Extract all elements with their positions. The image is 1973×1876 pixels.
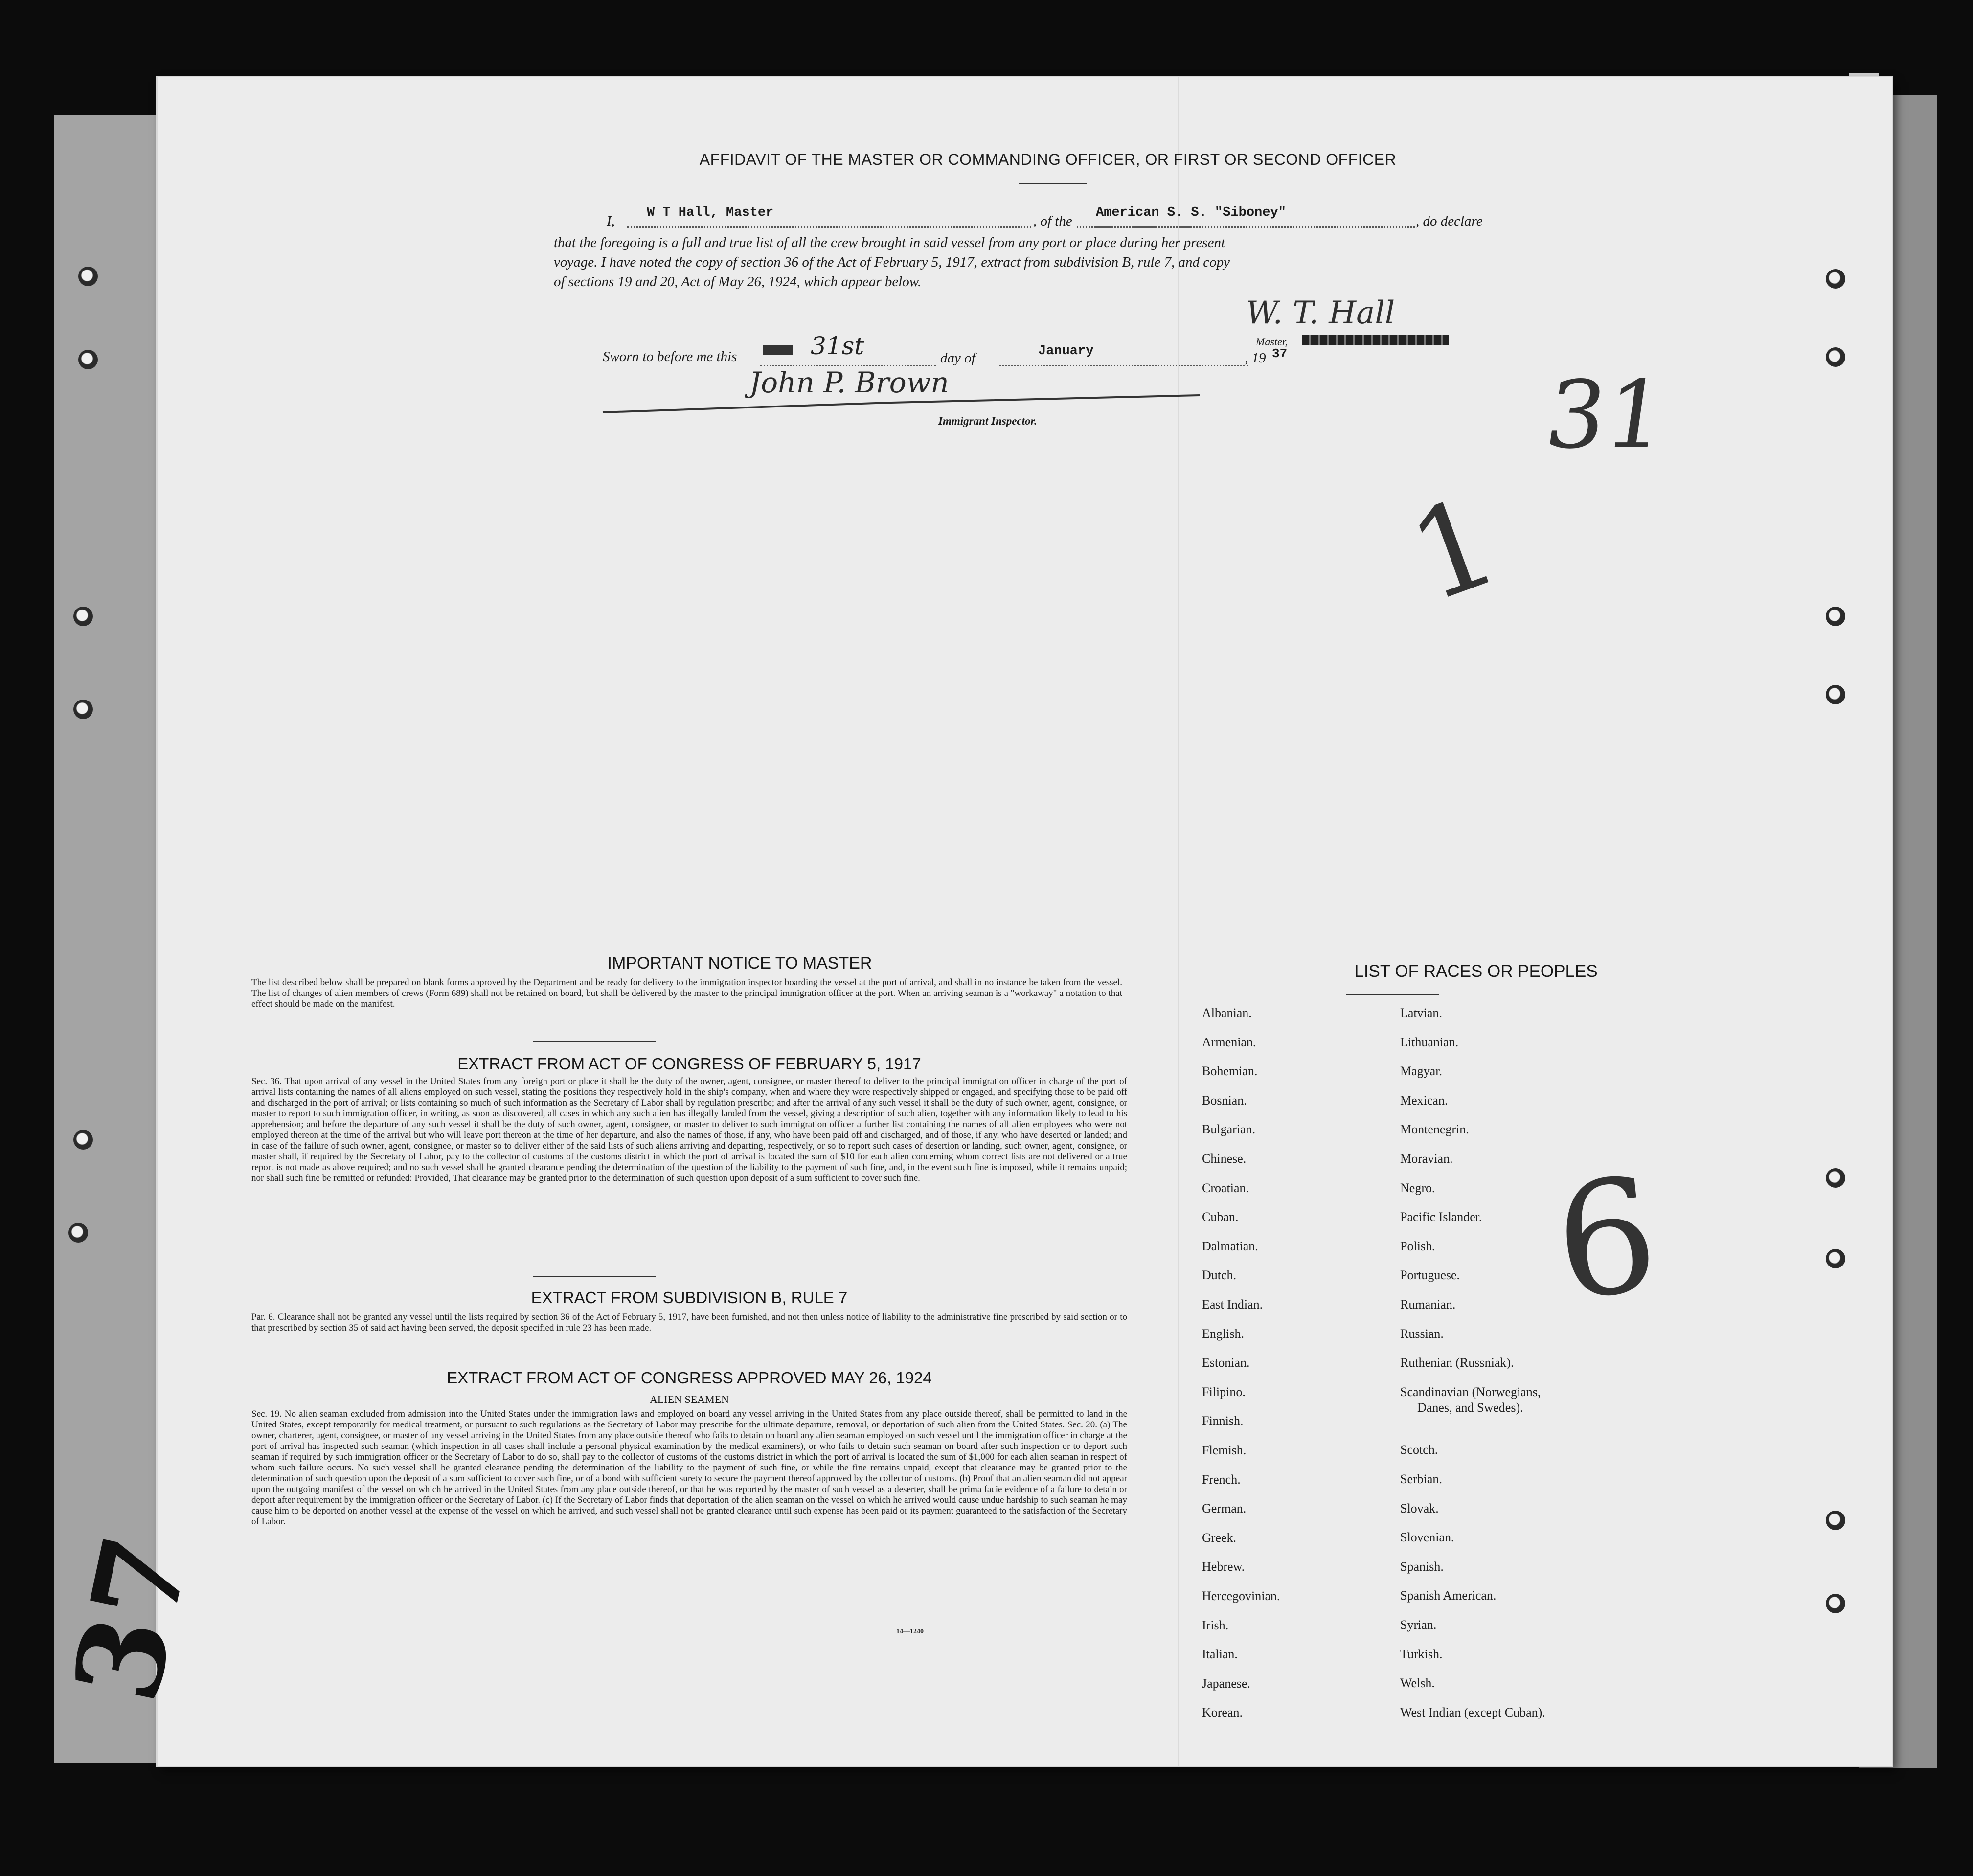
- race-item: Polish.: [1400, 1239, 1435, 1253]
- race-item: Croatian.: [1202, 1180, 1249, 1195]
- race-item: Hercegovinian.: [1202, 1589, 1280, 1603]
- vessel-name-field: American S. S. "Siboney": [1096, 205, 1286, 220]
- race-item: German.: [1202, 1501, 1247, 1516]
- affidavit-line-3: voyage. I have noted the copy of section 36 of the Act of February 5, 1917, extract from subdivision B, rule 7, and copy: [554, 254, 1230, 270]
- affidavit-i: I,: [607, 213, 615, 229]
- race-item: French.: [1202, 1472, 1241, 1487]
- master-signature: W. T. Hall: [1246, 295, 1395, 331]
- race-item: Magyar.: [1400, 1064, 1442, 1079]
- binder-hole: [78, 267, 98, 286]
- affidavit-of-the: , of the: [1033, 213, 1075, 229]
- inspector-signature: John P. Brown: [749, 366, 949, 399]
- race-item: Scandinavian (Norwegians,: [1400, 1384, 1541, 1399]
- rule-7-title: EXTRACT FROM SUBDIVISION B, RULE 7: [531, 1288, 848, 1307]
- race-item: Albanian.: [1202, 1006, 1252, 1020]
- race-item: Spanish.: [1400, 1559, 1444, 1574]
- race-item: Russian.: [1400, 1326, 1444, 1341]
- race-item: English.: [1202, 1326, 1244, 1341]
- binder-hole: [1826, 269, 1845, 289]
- back-sheet-left: [54, 115, 171, 1763]
- race-item: Welsh.: [1400, 1676, 1435, 1691]
- extract-1917-rule: [533, 1276, 656, 1277]
- master-label: Master,: [1256, 336, 1288, 348]
- page-fold: [1178, 77, 1179, 1766]
- affidavit-do-declare: , do declare: [1416, 213, 1483, 229]
- race-item: Spanish American.: [1400, 1588, 1497, 1603]
- race-item: Hebrew.: [1202, 1560, 1245, 1574]
- race-item: Bosnian.: [1202, 1093, 1247, 1108]
- race-item: Mexican.: [1400, 1093, 1448, 1108]
- sworn-day-value: 31st: [811, 332, 864, 360]
- race-item: Negro.: [1400, 1180, 1435, 1195]
- race-item: Bohemian.: [1202, 1064, 1258, 1079]
- race-item: Scotch.: [1400, 1443, 1438, 1457]
- race-item: Dalmatian.: [1202, 1239, 1258, 1253]
- race-item: Flemish.: [1202, 1443, 1247, 1457]
- inspector-label: Immigrant Inspector.: [938, 415, 1037, 427]
- notice-title: IMPORTANT NOTICE TO MASTER: [607, 954, 872, 972]
- form-number: 14—1240: [896, 1628, 924, 1635]
- race-item: Armenian.: [1202, 1035, 1256, 1049]
- manifest-page: [47, 77, 1892, 1766]
- notice-text: The list described below shall be prepared on blank forms approved by the Department and be ready for delivery to the immigration inspector boarding the vessel at the port of arrival, and shall in no instance be taken from the vessel. The list of changes of alien members of crews (Form 689) shall not be retained on board, but shall be delivered by the master to the principal immigration officer at the port. When an arriving seaman is a "workaway" a notation to that effect should be made on the manifest.: [251, 977, 1122, 1009]
- race-item: West Indian (except Cuban).: [1400, 1705, 1545, 1719]
- month-field: January: [1038, 344, 1094, 359]
- race-item: Lithuanian.: [1400, 1035, 1459, 1049]
- race-item: Japanese.: [1202, 1676, 1250, 1691]
- binder-hole: [1826, 1249, 1845, 1268]
- binder-hole: [73, 700, 93, 719]
- annotation-6: 6: [1547, 1144, 1666, 1335]
- extract-1917-text: Sec. 36. That upon arrival of any vessel in the United States from any foreign port or place it shall be the duty of the owner, agent, consignee, or master thereof to deliver to the principal immigration officer in charge of the port of arrival lists containing the names of all aliens employed on such vessel, stating the positions they respectively hold in the ship's company, when and where they were respectively shipped or engaged, and specifying those to be paid off and discharged in the port of arrival; or lists containing so much of such information as the Secretary of Labor shall by regulation prescribe; and after the arrival of any such vessel it shall be the duty of such owner, agent, consignee, or master to report to such immigration officer, in writing, as soon as discovered, all cases in which any such alien has illegally landed from the vessel, giving a description of such alien, together with any information likely to lead to his apprehension; and before the departure of any such vessel it shall be the duty of such owner, agent, consignee, or master to deliver to such immigration officer a further list containing the names of all alien employees who were not employed thereon at the time of the arrival but who will leave port thereon at the time of her departure, and also the names of those, if any, who have been paid off and discharged, and of those, if any, who have deserted or landed; and in case of the failure of such owner, agent, consignee, or master so to deliver either of the said lists of such aliens arriving and departing, respectively, or so to report such cases of desertion or landing, such owner, agent, consignee, or master shall, if required by the Secretary of Labor, pay to the collector of customs of the customs district in which the port of arrival is located the sum of $10 for each alien concerning whom correct lists are not delivered or a true report is not made as above required; and no such vessel shall be granted clearance pending the determination of the question of the liability to the payment of such fine, and, in the event such fine is imposed, while it remains unpaid; nor shall such fine be remitted or refunded: Provided, That clearance may be granted prior to the determination of such question upon deposit of a sum sufficient to cover such fine.: [251, 1076, 1127, 1183]
- binder-hole: [1826, 347, 1845, 367]
- extract-1924-title: EXTRACT FROM ACT OF CONGRESS APPROVED MAY 26, 1924: [447, 1369, 932, 1387]
- races-title: LIST OF RACES OR PEOPLES: [1354, 962, 1598, 981]
- race-item: Latvian.: [1400, 1006, 1442, 1020]
- affidavit-line-2: that the foregoing is a full and true list of all the crew brought in said vessel from any port or place during her present: [554, 235, 1225, 250]
- race-item: Danes, and Swedes).: [1417, 1400, 1523, 1415]
- extract-1924-text: Sec. 19. No alien seaman excluded from admission into the United States under the immigration laws and employed on board any vessel arriving in the United States from any place outside thereof, shall be permitted to land in the United States, except temporarily for medical treatment, or pursuant to such regulations as the Secretary of Labor may prescribe for the ultimate departure, removal, or deportation of such alien from the United States. Sec. 20. (a) The owner, charterer, agent, consignee, or master of any vessel arriving in the United States from any place outside thereof who fails to detain on board any alien seaman employed on such vessel until the immigration officer in charge at the port of arrival has inspected such seaman (which inspection in all cases shall include a personal physical examination by the medical examiners), or who fails to detain such seaman on board after such inspection or to deport such seaman if required by such immigration officer or the Secretary of Labor to do so, shall pay to the collector of customs of the customs district in which the port of arrival is located the sum of $1,000 for each alien seaman in respect of whom such failure occurs. No such vessel shall be granted clearance pending the determination of the liability to the payment of such fine, or while the fine remains unpaid, except that clearance may be granted prior to the determination of such question upon the deposit of a sum sufficient to cover such fine, or of a bond with sufficient surety to secure the payment thereof approved by the collector of customs. (b) Proof that an alien seaman did not appear upon the outgoing manifest of the vessel on which he arrived in the United States from any place outside thereof, or that he was reported by the master of such vessel as a deserter, shall be prima facie evidence of a failure to detain or deport after requirement by the immigration officer or the Secretary of Labor. (c) If the Secretary of Labor finds that deportation of the alien seaman on the vessel on which he arrived would cause undue hardship to such seaman he may cause him to be deported on another vessel at the expense of the vessel on which he arrived, and such vessel shall not be granted clearance until such expense has been paid or its payment guaranteed to the satisfaction of the Secretary of Labor.: [251, 1409, 1127, 1527]
- vessel-name-dots: [1096, 226, 1438, 228]
- race-item: Dutch.: [1202, 1268, 1237, 1283]
- sworn-label: Sworn to before me this: [603, 349, 737, 364]
- race-item: Rumanian.: [1400, 1297, 1456, 1311]
- extract-1924-subtitle: ALIEN SEAMEN: [650, 1393, 729, 1405]
- extract-1917-title: EXTRACT FROM ACT OF CONGRESS OF FEBRUARY 5, 1917: [457, 1055, 921, 1073]
- sworn-strikeout: [763, 345, 793, 355]
- race-item: Estonian.: [1202, 1356, 1250, 1370]
- race-item: Pacific Islander.: [1400, 1210, 1482, 1224]
- race-item: Moravian.: [1400, 1152, 1453, 1166]
- binder-hole: [78, 350, 98, 369]
- affidavit-line-4: of sections 19 and 20, Act of May 26, 1924, which appear below.: [554, 274, 922, 290]
- inspector-signature-flourish: [598, 390, 1258, 429]
- master-title-strikeout: [1302, 335, 1449, 345]
- races-title-rule: [1346, 994, 1439, 995]
- race-item: Chinese.: [1202, 1152, 1247, 1166]
- annotation-1: 1: [1393, 469, 1515, 630]
- race-item: Italian.: [1202, 1647, 1238, 1662]
- annotation-31: 31: [1539, 361, 1673, 469]
- race-item: Slovenian.: [1400, 1530, 1454, 1545]
- race-item: Ruthenian (Russniak).: [1400, 1356, 1514, 1370]
- binder-hole: [73, 1130, 93, 1150]
- binder-hole: [68, 1223, 88, 1243]
- binder-hole: [1826, 1594, 1845, 1613]
- title-rule: [1019, 183, 1087, 184]
- binder-hole: [1826, 685, 1845, 704]
- race-item: Bulgarian.: [1202, 1122, 1256, 1137]
- master-name-field: W T Hall, Master: [647, 205, 774, 220]
- notice-rule: [533, 1041, 656, 1042]
- race-item: Finnish.: [1202, 1414, 1244, 1428]
- month-dots: [999, 365, 1248, 366]
- day-of-label: day of: [940, 350, 975, 366]
- affidavit-title: AFFIDAVIT OF THE MASTER OR COMMANDING OFFICER, OR FIRST OR SECOND OFFICER: [699, 151, 1397, 168]
- year-prefix: , 19: [1245, 350, 1266, 366]
- race-item: Korean.: [1202, 1705, 1243, 1720]
- race-item: Cuban.: [1202, 1210, 1239, 1224]
- race-item: Greek.: [1202, 1530, 1237, 1545]
- binder-hole: [73, 607, 93, 626]
- race-item: Filipino.: [1202, 1384, 1246, 1399]
- rule-7-text: Par. 6. Clearance shall not be granted any vessel until the lists required by section 36 of the Act of February 5, 1917, have been furnished, and not then unless notice of liability to the administrative fine prescribed by said section or to that prescribed by section 35 of said act having been served, the deposit specified in rule 23 has been made.: [251, 1312, 1127, 1333]
- year-field: 37: [1272, 346, 1288, 361]
- binder-hole: [1826, 607, 1845, 626]
- race-item: East Indian.: [1202, 1297, 1263, 1311]
- race-item: Slovak.: [1400, 1501, 1439, 1515]
- race-item: Montenegrin.: [1400, 1122, 1469, 1137]
- race-item: Portuguese.: [1400, 1268, 1460, 1283]
- annotation-left-margin: 37: [47, 1524, 216, 1713]
- race-item: Syrian.: [1400, 1618, 1437, 1632]
- binder-hole: [1826, 1511, 1845, 1530]
- binder-hole: [1826, 1168, 1845, 1188]
- race-item: Serbian.: [1400, 1472, 1442, 1486]
- race-item: Turkish.: [1400, 1647, 1443, 1661]
- race-item: Irish.: [1202, 1618, 1229, 1632]
